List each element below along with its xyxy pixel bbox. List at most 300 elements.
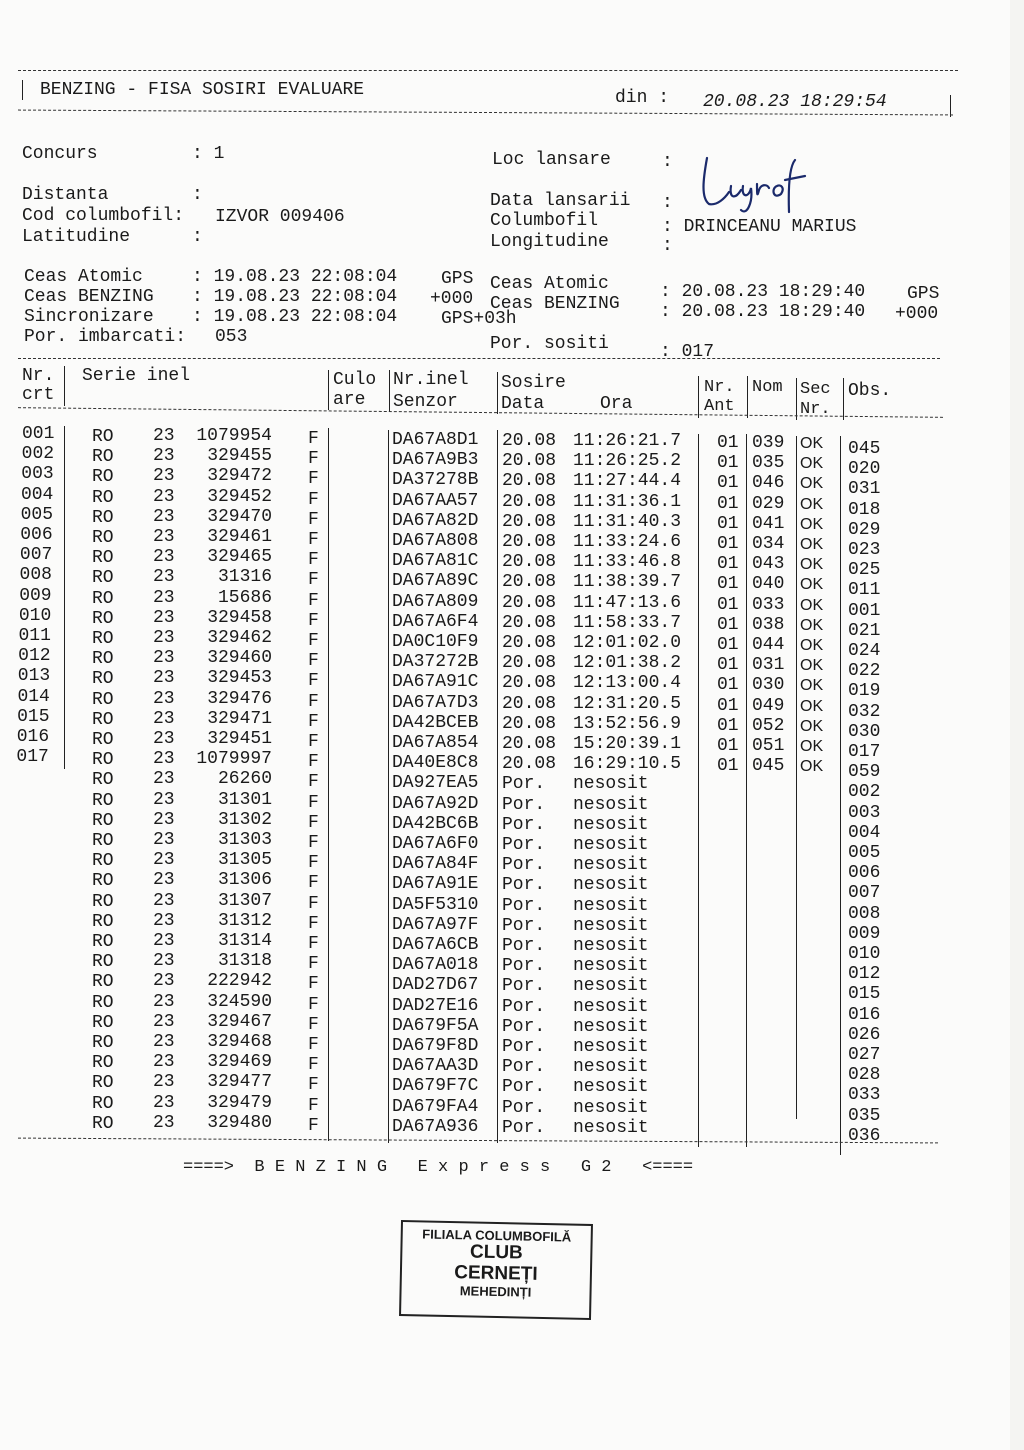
antenna: 01 (717, 513, 739, 534)
ring-year: 23 (153, 547, 175, 568)
ring-country: RO (92, 1073, 114, 1094)
clock-label: Sincronizare (24, 307, 154, 327)
antenna: 01 (717, 493, 739, 514)
sex: F (308, 691, 319, 712)
col-crt-header: crt (22, 385, 55, 405)
ring-year: 23 (153, 708, 175, 729)
sex: F (308, 651, 319, 672)
arrival-date: 20.08 (502, 552, 557, 573)
col-nr-header: Nr. (22, 366, 55, 386)
ring-year: 23 (153, 426, 175, 446)
longitudine-label: Longitudine (490, 232, 609, 252)
longitudine-value: : (662, 236, 673, 256)
ring-year: 23 (153, 446, 175, 467)
arrival-time: 11:26:21.7 (573, 431, 682, 451)
sensor-id: DA67A91C (392, 672, 479, 693)
obs: 019 (848, 681, 881, 702)
arrival-date: Por. (502, 1117, 546, 1138)
arrival-time: 12:13:00.4 (573, 673, 682, 694)
sex: F (308, 530, 319, 550)
columbofil-value: : DRINCEANU MARIUS (662, 217, 857, 237)
obs: 059 (848, 762, 881, 783)
ring-number: 31306 (217, 870, 272, 891)
ring-year: 23 (153, 729, 175, 749)
clock-suffix: GPS+03h (441, 309, 517, 329)
arrival-date: Por. (502, 1077, 546, 1098)
arrival-date: 20.08 (502, 471, 557, 492)
ring-year: 23 (153, 1011, 175, 1032)
arrival-date: Por. (502, 976, 546, 997)
arrival-date: Por. (502, 996, 546, 1017)
sex: F (308, 772, 319, 793)
sensor-id: DAD27E16 (392, 995, 479, 1016)
column-divider (388, 430, 389, 1143)
column-divider (497, 430, 498, 1143)
arrival-date: Por. (502, 774, 546, 795)
sensor-id: DA37278B (392, 470, 479, 491)
sensor-id: DA67AA3D (392, 1056, 479, 1077)
arrival-time: 11:27:44.4 (573, 471, 682, 492)
arrival-time: nesosit (573, 915, 649, 936)
ring-country: RO (92, 507, 114, 528)
sensor-id: DA0C10F9 (392, 632, 479, 652)
ring-country: RO (92, 851, 114, 872)
sex: F (308, 489, 319, 510)
arrival-date: 20.08 (502, 572, 557, 593)
nom: 049 (752, 695, 785, 716)
row-number: 011 (18, 626, 51, 646)
nom: 033 (752, 594, 785, 615)
distanta-value: : (192, 185, 203, 205)
divider (389, 370, 390, 412)
col-culoare-header-2: are (333, 390, 366, 410)
column-divider (328, 428, 329, 1141)
nom: 046 (752, 473, 785, 494)
clock-value: : 19.08.23 22:08:04 (192, 287, 398, 307)
row-number: 005 (20, 504, 53, 525)
ring-number: 329460 (207, 648, 272, 669)
sensor-id: DA37272B (392, 652, 479, 673)
ring-number: 31301 (217, 789, 272, 810)
ring-year: 23 (153, 1072, 175, 1093)
ring-number: 329462 (207, 628, 272, 648)
arrival-time: 11:33:24.6 (573, 532, 682, 552)
arrival-date: Por. (502, 1097, 546, 1118)
ring-country: RO (92, 487, 114, 508)
obs: 009 (848, 923, 881, 944)
ring-country: RO (92, 831, 114, 851)
arrival-time: nesosit (573, 875, 649, 896)
ring-number: 329455 (207, 446, 272, 467)
arrival-time: 11:26:25.2 (573, 451, 682, 472)
arrival-date: 20.08 (502, 612, 557, 633)
nom: 045 (752, 756, 785, 777)
arrival-time: nesosit (573, 996, 649, 1017)
sex: F (308, 893, 319, 914)
sec-status: OK (800, 738, 824, 755)
obs: 021 (848, 620, 881, 641)
row-number: 006 (20, 525, 53, 545)
clock-suffix: +000 (430, 289, 474, 309)
ring-year: 23 (153, 809, 175, 830)
antenna: 01 (717, 433, 739, 453)
ring-year: 23 (153, 506, 175, 527)
row-number: 001 (22, 424, 55, 444)
sensor-id: DA67A81C (392, 551, 479, 572)
arrival-date: Por. (502, 855, 546, 876)
clock-label: Por. imbarcati: (24, 327, 187, 347)
sex: F (308, 449, 319, 470)
ring-number: 1079997 (196, 749, 272, 770)
club-stamp (399, 1220, 593, 1320)
cod-value: IZVOR 009406 (215, 207, 345, 227)
ring-year: 23 (153, 688, 175, 709)
sec-status: OK (800, 677, 824, 695)
ring-number: 31318 (217, 951, 272, 972)
sex: F (308, 752, 319, 773)
sensor-id: DA67A7D3 (392, 692, 479, 713)
obs: 045 (848, 439, 881, 459)
arrival-date: 20.08 (502, 673, 557, 694)
sex: F (308, 812, 319, 833)
row-number: 009 (19, 585, 52, 606)
ring-number: 329471 (207, 708, 272, 729)
ring-number: 324590 (207, 991, 272, 1012)
obs: 006 (848, 863, 881, 884)
antenna: 01 (717, 554, 739, 575)
sex: F (308, 570, 319, 591)
antenna: 01 (717, 534, 739, 554)
row-number: 008 (19, 565, 52, 586)
divider (698, 376, 699, 418)
sex: F (308, 509, 319, 530)
arrival-date: 20.08 (502, 633, 557, 653)
obs: 017 (848, 742, 881, 762)
ring-country: RO (92, 608, 114, 629)
sex: F (308, 1014, 319, 1035)
ring-country: RO (92, 992, 114, 1013)
concurs-value: : 1 (192, 144, 225, 164)
ring-number: 222942 (207, 971, 272, 992)
ring-year: 23 (153, 749, 175, 770)
ring-country: RO (92, 1113, 114, 1134)
obs: 020 (848, 459, 881, 480)
nom: 038 (752, 614, 785, 635)
row-number: 007 (19, 545, 53, 566)
arrival-date: 20.08 (502, 754, 557, 775)
sensor-id: DA67A8D1 (392, 430, 479, 450)
antenna: 01 (717, 473, 739, 494)
arrival-time: nesosit (573, 1057, 649, 1078)
arrival-date: Por. (502, 875, 546, 896)
sec-status: OK (800, 637, 824, 654)
ring-country: RO (92, 548, 114, 569)
ring-year: 23 (153, 1092, 175, 1113)
col-obs-header: Obs. (848, 381, 892, 401)
row-number: 004 (20, 484, 54, 505)
ring-year: 23 (153, 587, 175, 608)
obs: 031 (848, 479, 881, 500)
sensor-id: DA67A809 (392, 591, 479, 612)
arrival-time: nesosit (573, 774, 649, 795)
clock-suffix: GPS (441, 269, 474, 289)
ring-number: 329452 (207, 486, 272, 507)
sensor-id: DA679F8D (392, 1036, 479, 1056)
ring-number: 31314 (217, 931, 272, 951)
arrival-time: nesosit (573, 794, 649, 815)
obs: 036 (848, 1125, 881, 1146)
arrival-time: 11:31:36.1 (573, 491, 682, 512)
ring-year: 23 (153, 466, 175, 487)
nom: 044 (752, 635, 785, 655)
ring-country: RO (92, 528, 114, 548)
sex: F (308, 934, 319, 954)
ring-country: RO (92, 427, 114, 447)
col-culoare-header: Culo (333, 370, 377, 390)
footer-banner: ====> B E N Z I N G E x p r e s s G 2 <==== (183, 1158, 694, 1177)
data-lansarii-label: Data lansarii (490, 191, 631, 211)
arrival-time: nesosit (573, 1117, 649, 1138)
obs: 023 (848, 540, 881, 560)
obs: 026 (848, 1024, 881, 1045)
ring-number: 329453 (207, 668, 272, 689)
data-lansarii-value: : (662, 193, 673, 213)
ring-country: RO (92, 588, 114, 609)
sensor-id: DA67AA57 (392, 490, 479, 511)
arrival-date: 20.08 (502, 511, 557, 532)
sex: F (308, 671, 319, 692)
column-divider (796, 436, 797, 1119)
loc-lansare-value: : (662, 152, 673, 172)
print-datetime: 20.08.23 18:29:54 (703, 92, 887, 112)
ring-number: 329467 (207, 1011, 272, 1032)
sec-status: OK (800, 475, 824, 493)
sec-status: OK (800, 515, 824, 533)
ring-country: RO (92, 750, 114, 771)
arrival-date: 20.08 (502, 491, 557, 512)
ring-number: 329465 (207, 547, 272, 568)
ring-number: 15686 (217, 587, 272, 608)
cod-label: Cod columbofil: (22, 206, 185, 226)
ring-year: 23 (153, 830, 175, 850)
ring-country: RO (92, 911, 114, 932)
col-sec-nr-header: Nr. (800, 400, 831, 419)
sex: F (308, 469, 319, 490)
obs: 035 (848, 1105, 881, 1126)
arrival-time: 16:29:10.5 (573, 754, 682, 775)
arrival-time: nesosit (573, 1037, 649, 1057)
obs: 029 (848, 519, 881, 540)
sex: F (308, 974, 319, 995)
col-nrinel-header: Nr.inel (393, 370, 469, 390)
obs: 032 (848, 701, 881, 722)
arrival-time: nesosit (573, 814, 649, 835)
ring-year: 23 (153, 567, 175, 588)
divider (747, 376, 748, 418)
sec-status: OK (800, 536, 824, 553)
sensor-id: DA927EA5 (392, 773, 479, 794)
arrival-time: 15:20:39.1 (573, 734, 682, 754)
sex: F (308, 1035, 319, 1055)
obs: 022 (848, 661, 881, 682)
ring-year: 23 (153, 951, 175, 972)
antenna: 01 (717, 614, 739, 635)
row-number: 002 (21, 444, 55, 465)
arrival-date: 20.08 (502, 653, 557, 674)
ring-country: RO (92, 1033, 114, 1053)
arrival-date: Por. (502, 835, 546, 855)
sensor-id: DA42BCEB (392, 712, 479, 733)
sex: F (308, 994, 319, 1015)
loc-lansare-label: Loc lansare (492, 150, 611, 170)
arrival-date: 20.08 (502, 693, 557, 714)
ring-country: RO (92, 891, 114, 912)
din-label: din : (615, 88, 670, 108)
arrival-date: Por. (502, 915, 546, 936)
nom: 031 (752, 655, 785, 676)
sensor-id: DA67A82D (392, 510, 479, 531)
distanta-label: Distanta (22, 185, 109, 205)
sensor-id: DA5F5310 (392, 894, 479, 915)
clock-value: : 017 (660, 342, 715, 362)
antenna: 01 (717, 695, 739, 716)
clock-value: : 19.08.23 22:08:04 (192, 267, 398, 287)
ring-year: 23 (153, 931, 175, 951)
antenna: 01 (717, 574, 739, 595)
ring-number: 329476 (207, 688, 272, 709)
sensor-id: DA67A91E (392, 874, 479, 895)
obs: 018 (848, 499, 881, 520)
arrival-date: Por. (502, 895, 546, 916)
sensor-id: DA67A89C (392, 571, 479, 592)
arrival-time: nesosit (573, 895, 649, 916)
nom: 034 (752, 534, 785, 554)
obs: 012 (848, 964, 881, 985)
ring-year: 23 (153, 769, 175, 790)
handwritten-signature (695, 150, 825, 220)
sec-status: OK (800, 758, 824, 776)
ring-country: RO (92, 810, 114, 831)
sex: F (308, 1055, 319, 1076)
nom: 039 (752, 433, 785, 453)
ring-country: RO (92, 1053, 114, 1074)
obs: 033 (848, 1085, 881, 1106)
row-number: 015 (17, 706, 50, 727)
ring-country: RO (92, 568, 114, 589)
ring-country: RO (92, 629, 114, 649)
sec-status: OK (800, 435, 824, 452)
ring-number: 31302 (217, 809, 272, 830)
sex: F (308, 631, 319, 651)
ring-year: 23 (153, 789, 175, 810)
clock-label: Ceas BENZING (24, 287, 154, 307)
stamp-line-1: FILIALA COLUMBOFILĂ (422, 1226, 572, 1245)
sex: F (308, 711, 319, 732)
ring-country: RO (92, 770, 114, 791)
ring-number: 329458 (207, 607, 272, 628)
sec-status: OK (800, 616, 824, 634)
arrival-time: nesosit (573, 956, 649, 977)
nom: 035 (752, 453, 785, 474)
sex: F (308, 1075, 319, 1096)
antenna: 01 (717, 635, 739, 655)
ring-number: 329451 (207, 729, 272, 749)
ring-country: RO (92, 649, 114, 670)
ring-number: 329480 (207, 1112, 272, 1133)
col-nom-header: Nom (752, 378, 783, 397)
ring-year: 23 (153, 628, 175, 648)
arrival-time: 12:01:02.0 (573, 633, 682, 653)
ring-year: 23 (153, 486, 175, 507)
sensor-id: DA67A92D (392, 793, 479, 814)
nom: 040 (752, 574, 785, 595)
ring-number: 31307 (217, 890, 272, 911)
arrival-time: nesosit (573, 936, 649, 956)
obs: 027 (848, 1045, 881, 1065)
sex: F (308, 590, 319, 611)
divider (64, 366, 65, 406)
divider (18, 358, 940, 359)
sensor-id: DA67A018 (392, 955, 479, 976)
clock-label: Ceas Atomic (490, 274, 609, 294)
ring-country: RO (92, 952, 114, 973)
arrival-date: Por. (502, 1037, 546, 1057)
ring-year: 23 (153, 668, 175, 689)
ring-number: 329479 (207, 1092, 272, 1113)
sec-status: OK (800, 717, 824, 735)
ring-country: RO (92, 709, 114, 730)
sec-status: OK (800, 657, 824, 675)
ring-year: 23 (153, 1112, 175, 1133)
ring-country: RO (92, 871, 114, 892)
sex: F (308, 1115, 319, 1136)
clock-label: Ceas BENZING (490, 294, 620, 314)
antenna: 01 (717, 675, 739, 696)
sensor-id: DA679F5A (392, 1015, 479, 1036)
ring-number: 329461 (207, 527, 272, 547)
sex: F (308, 873, 319, 894)
sensor-id: DA40E8C8 (392, 753, 479, 774)
columbofil-label: Columbofil (490, 211, 599, 231)
obs: 015 (848, 984, 881, 1005)
sensor-id: DA67A854 (392, 733, 479, 753)
ring-year: 23 (153, 527, 175, 547)
sensor-id: DA67A84F (392, 854, 479, 875)
ring-country: RO (92, 730, 114, 750)
row-number: 013 (17, 666, 51, 687)
ring-year: 23 (153, 850, 175, 871)
sex: F (308, 954, 319, 975)
sec-status: OK (800, 455, 824, 473)
arrival-time: 11:33:46.8 (573, 552, 682, 573)
divider (18, 70, 958, 71)
antenna: 01 (717, 715, 739, 736)
arrival-date: Por. (502, 936, 546, 956)
col-data-header: Data (501, 394, 545, 414)
ring-year: 23 (153, 890, 175, 911)
arrival-time: 11:38:39.7 (573, 572, 682, 593)
arrival-time: 11:58:33.7 (573, 612, 682, 633)
obs: 007 (848, 883, 881, 904)
clock-suffix: GPS (907, 284, 940, 304)
antenna: 01 (717, 453, 739, 474)
col-nr-ant-header: Nr. (704, 378, 735, 397)
arrival-date: 20.08 (502, 734, 557, 754)
ring-number: 329477 (207, 1072, 272, 1093)
arrival-date: 20.08 (502, 713, 557, 734)
clock-value: 053 (215, 327, 248, 347)
sex: F (308, 429, 319, 449)
